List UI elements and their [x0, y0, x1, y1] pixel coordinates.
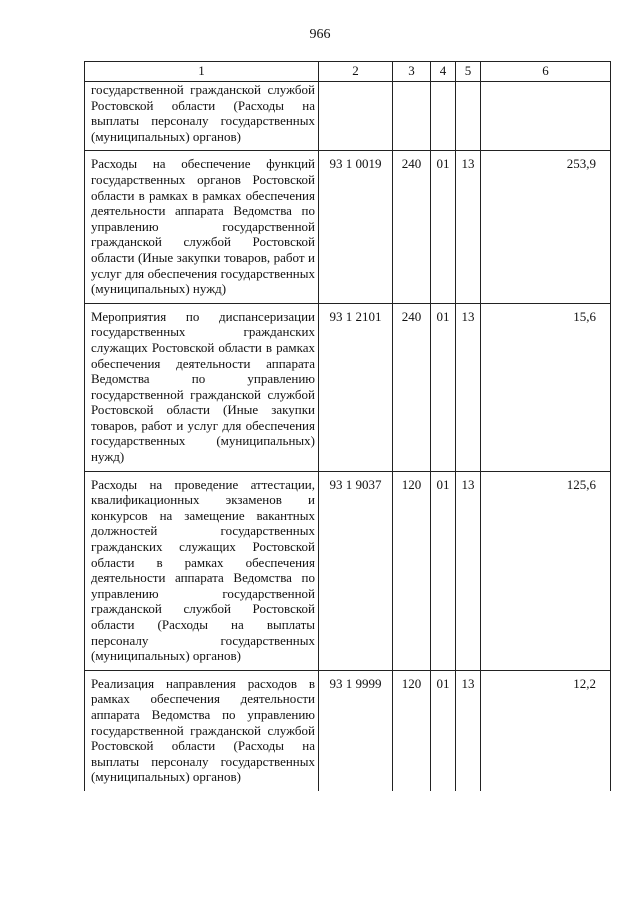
row-section: 01: [431, 670, 456, 791]
row-expense-type: 120: [393, 471, 431, 670]
row-amount: 125,6: [481, 471, 611, 670]
column-header-3: 3: [393, 62, 431, 82]
row-amount: [481, 82, 611, 151]
row-subsection: 13: [456, 670, 481, 791]
row-amount: 12,2: [481, 670, 611, 791]
row-description: Мероприятия по диспансеризации государственных гражданских служащих Ростовской области в рамках обеспечения деятельности аппарата Ведомства по управлению государственной гражданской службой Ростовской области (Иные закупки товаров, работ и услуг для обеспечения государственных (муниципальных) нужд): [85, 303, 319, 471]
row-subsection: 13: [456, 151, 481, 303]
row-expense-type: [393, 82, 431, 151]
header-row: [85, 62, 611, 82]
row-section: [431, 82, 456, 151]
table-header: [85, 62, 611, 82]
page-number: 966: [309, 27, 331, 42]
table-row: [85, 82, 611, 151]
row-description: государственной гражданской службой Ростовской области (Расходы на выплаты персоналу государственных (муниципальных) органов): [85, 82, 319, 151]
row-section: 01: [431, 303, 456, 471]
row-description: Реализация направления расходов в рамках обеспечения деятельности аппарата Ведомства по управлению государственной гражданской службой Ростовской области (Расходы на выплаты персоналу государственных (муниципальных) органов): [85, 670, 319, 791]
column-header-2: 2: [319, 62, 393, 82]
row-description: Расходы на обеспечение функций государственных органов Ростовской области в рамках в рамках обеспечения деятельности аппарата Ведомства по управлению государственной гражданской службой Ростовской области (Иные закупки товаров, работ и услуг для обеспечения государственных (муниципальных) нужд): [85, 151, 319, 303]
row-target-article: [319, 82, 393, 151]
row-target-article: 93 1 9999: [319, 670, 393, 791]
row-subsection: [456, 82, 481, 151]
row-section: 01: [431, 471, 456, 670]
budget-table: [84, 61, 611, 791]
column-header-4: 4: [431, 62, 456, 82]
column-header-6: 6: [481, 62, 611, 82]
row-description: Расходы на проведение аттестации, квалификационных экзаменов и конкурсов на замещение вакантных должностей государственных гражданских служащих Ростовской области в рамках обеспечения деятельности аппарата Ведомства по управлению государственной гражданской службой Ростовской области (Расходы на выплаты персоналу государственных (муниципальных) органов): [85, 471, 319, 670]
row-subsection: 13: [456, 471, 481, 670]
column-header-5: 5: [456, 62, 481, 82]
row-expense-type: 120: [393, 670, 431, 791]
row-target-article: 93 1 2101: [319, 303, 393, 471]
row-expense-type: 240: [393, 303, 431, 471]
row-amount: 15,6: [481, 303, 611, 471]
table-row: [85, 303, 611, 471]
row-subsection: 13: [456, 303, 481, 471]
row-section: 01: [431, 151, 456, 303]
table-row: [85, 670, 611, 791]
row-expense-type: 240: [393, 151, 431, 303]
row-amount: 253,9: [481, 151, 611, 303]
table-body: [85, 82, 611, 791]
table-row: [85, 471, 611, 670]
row-target-article: 93 1 0019: [319, 151, 393, 303]
table-row: [85, 151, 611, 303]
row-target-article: 93 1 9037: [319, 471, 393, 670]
column-header-1: 1: [85, 62, 319, 82]
